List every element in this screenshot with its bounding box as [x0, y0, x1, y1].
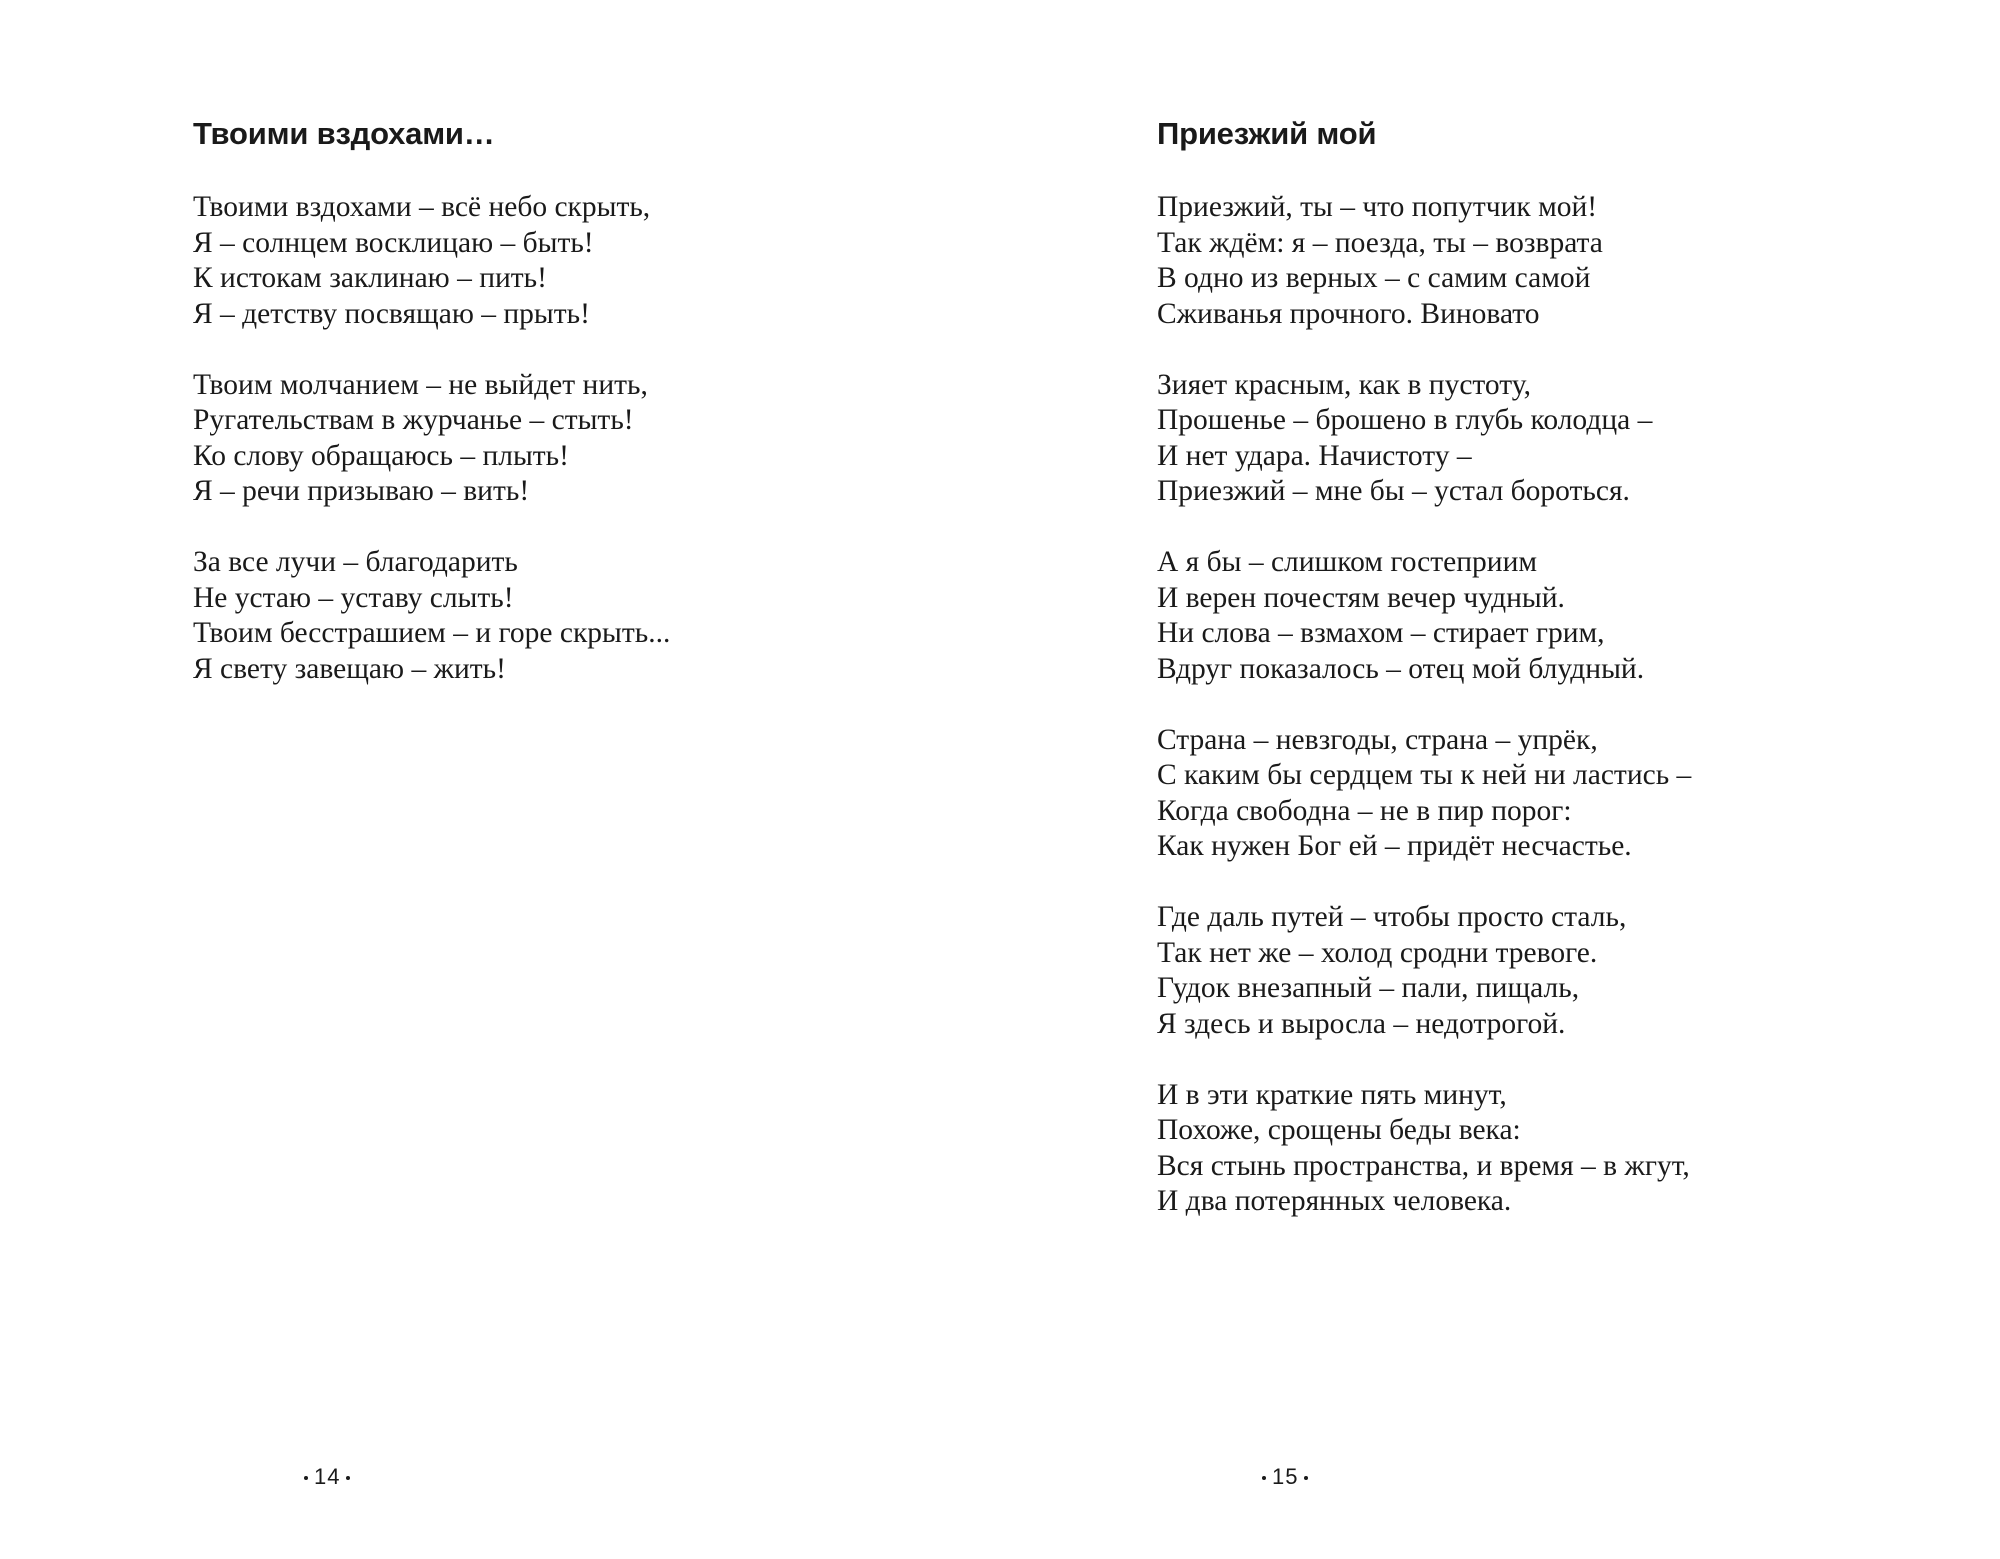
verse-line: С каким бы сердцем ты к ней ни ластись – — [1157, 759, 1692, 791]
page-number — [298, 1464, 356, 1490]
verse-line: Твоим бесстрашием – и горе скрыть... — [193, 617, 671, 649]
verse-line: А я бы – слишком гостеприим — [1157, 546, 1538, 578]
poem-left — [193, 116, 973, 723]
stanza — [1157, 1078, 1977, 1220]
bullet-icon — [1304, 1476, 1308, 1480]
verse-line: Я здесь и выросла – недотрогой. — [1157, 1007, 1566, 1040]
verse-line: Я – речи призываю – вить! — [193, 475, 530, 507]
verse-line: Как нужен Бог ей – придёт несчастье. — [1157, 830, 1632, 862]
stanza — [1157, 900, 1977, 1042]
bullet-icon — [346, 1476, 350, 1480]
page-number — [1256, 1464, 1314, 1490]
stanza — [1157, 368, 1977, 510]
verse-line: Я – детству посвящаю – прыть! — [193, 297, 590, 330]
verse-line: Не устаю – уставу слыть! — [193, 581, 514, 614]
verse-line: И два потерянных человека. — [1157, 1185, 1512, 1217]
poem-title: Твоими вздохами… — [193, 116, 495, 151]
verse-line: В одно из верных – с самим самой — [1157, 262, 1591, 294]
verse-line: Где даль путей – чтобы просто сталь, — [1157, 901, 1627, 933]
verse-line: И в эти краткие пять минут, — [1157, 1078, 1507, 1111]
stanza — [193, 545, 973, 687]
poem-title: Приезжий мой — [1157, 116, 1377, 151]
verse-line: Зияет красным, как в пустоту, — [1157, 368, 1531, 401]
verse-line: Вся стынь пространства, и время – в жгут, — [1157, 1149, 1690, 1182]
verse-line: И нет удара. Начистоту – — [1157, 439, 1472, 472]
verse-line: Сживанья прочного. Виновато — [1157, 297, 1540, 330]
verse-line: И верен почестям вечер чудный. — [1157, 581, 1565, 614]
bullet-icon — [1262, 1476, 1266, 1480]
verse-line: За все лучи – благодарить — [193, 546, 518, 578]
page-number-text: 15 — [1272, 1464, 1299, 1489]
verse-line: Прошенье – брошено в глубь колодца – — [1157, 404, 1653, 436]
stanza — [193, 368, 973, 510]
page-number-text: 14 — [314, 1464, 341, 1489]
poem-right — [1157, 116, 1977, 1255]
bullet-icon — [304, 1476, 308, 1480]
verse-line: Страна – невзгоды, страна – упрёк, — [1157, 723, 1598, 756]
verse-line: Ко слову обращаюсь – плыть! — [193, 439, 569, 472]
stanza — [1157, 545, 1977, 687]
verse-line: Приезжий – мне бы – устал бороться. — [1157, 475, 1630, 507]
verse-line: Так ждём: я – поезда, ты – возврата — [1157, 226, 1603, 259]
verse-line: Ругательствам в журчанье – стыть! — [193, 404, 634, 436]
stanza — [193, 190, 973, 332]
stanza — [1157, 190, 1977, 332]
stanza — [1157, 723, 1977, 865]
verse-line: Я свету завещаю – жить! — [193, 652, 506, 685]
verse-line: К истокам заклинаю – пить! — [193, 262, 547, 294]
verse-line: Гудок внезапный – пали, пищаль, — [1157, 972, 1580, 1004]
verse-line: Когда свободна – не в пир порог: — [1157, 794, 1572, 827]
verse-line: Я – солнцем восклицаю – быть! — [193, 226, 594, 259]
verse-line: Вдруг показалось – отец мой блудный. — [1157, 652, 1645, 685]
verse-line: Приезжий, ты – что попутчик мой! — [1157, 191, 1598, 223]
verse-line: Твоими вздохами – всё небо скрыть, — [193, 191, 651, 223]
verse-line: Похоже, срощены беды века: — [1157, 1114, 1521, 1146]
verse-line: Ни слова – взмахом – стирает грим, — [1157, 617, 1605, 649]
right-page — [1000, 0, 2000, 1559]
verse-line: Так нет же – холод сродни тревоге. — [1157, 936, 1598, 969]
verse-line: Твоим молчанием – не выйдет нить, — [193, 368, 648, 401]
